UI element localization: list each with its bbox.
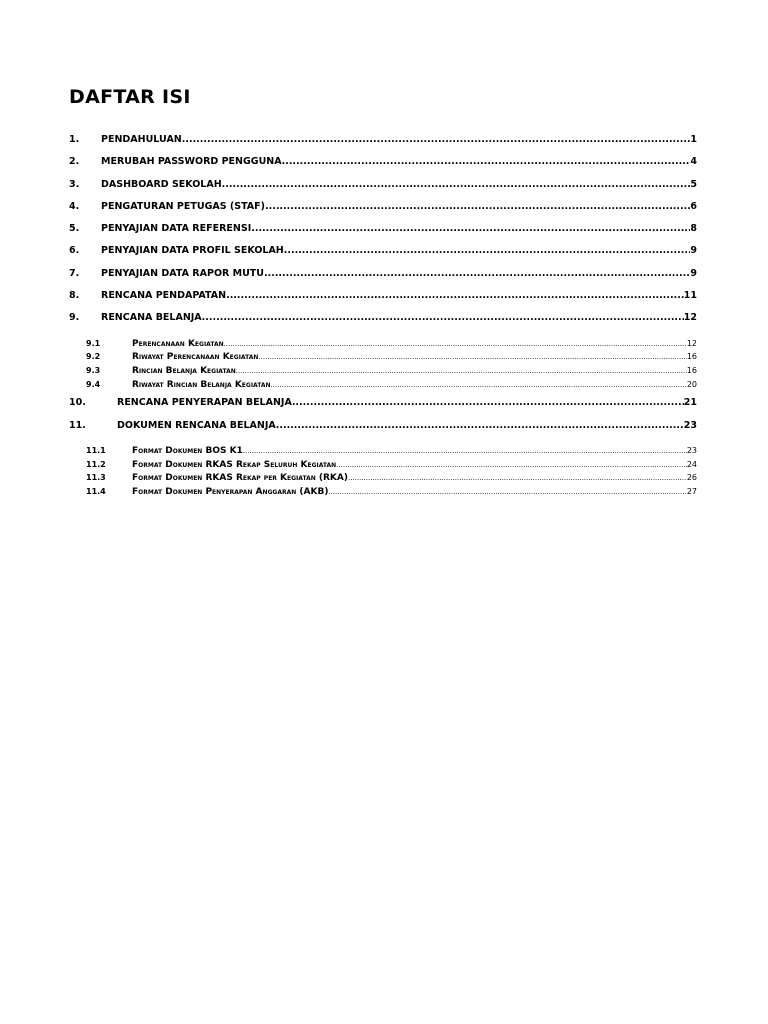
toc-entry-number: 11. [69,419,86,431]
toc-subentry-9-4[interactable] [69,380,697,394]
toc-entry-number: 2. [69,156,80,168]
dot-leader [182,134,691,145]
toc-entry-page: 12 [683,312,697,324]
dot-leader [222,179,691,190]
toc-entry-page: 23 [686,446,697,456]
toc-entry-number: 1. [69,134,80,145]
dot-leader [328,488,686,496]
toc-entry-number: 3. [69,178,80,190]
toc-entry-number: 6. [69,245,80,257]
toc-entry-page: 16 [686,366,697,376]
toc-entry-title: RENCANA PENYERAPAN BELANJA [117,397,292,409]
toc-entry-number: 9.1 [86,338,101,348]
toc-entry-number: 7. [69,267,80,279]
toc-entry-page: 16 [686,352,697,362]
toc-entry-page: 4 [690,156,697,168]
page-title: DAFTAR ISI [69,86,191,108]
toc-entry-title: RENCANA BELANJA [101,312,202,324]
toc-entry-number: 11.4 [86,487,106,497]
toc-entry-page: 21 [683,397,697,409]
toc-entry-number: 9.3 [86,366,101,376]
dot-leader [236,367,687,375]
dot-leader [224,340,687,348]
toc-entry-title: Format Dokumen RKAS Rekap per Kegiatan (RKA) [132,473,348,484]
toc-entry-title: Riwayat Perencanaan Kegiatan [132,352,259,363]
toc-entry-page: 9 [690,267,697,279]
dot-leader [226,290,684,301]
toc-entry-page: 27 [686,487,697,497]
dot-leader [292,397,684,408]
dot-leader [258,353,686,361]
toc-entry-title: Perencanaan Kegiatan [132,338,224,349]
toc-entry-title: PENYAJIAN DATA RAPOR MUTU [101,267,264,279]
toc-entry-page: 26 [686,473,697,483]
toc-entry-10[interactable] [69,397,697,419]
toc-entry-title: PENYAJIAN DATA REFERENSI [101,223,252,235]
toc-entry-6[interactable] [69,245,697,267]
toc-entry-page: 8 [690,223,697,235]
toc-subentry-11-1[interactable] [69,446,697,460]
toc-entry-page: 20 [686,379,697,389]
dot-leader [282,156,691,167]
toc-entry-7[interactable] [69,268,697,290]
toc-entry-page: 24 [686,459,697,469]
toc-entry-title: PENYAJIAN DATA PROFIL SEKOLAH [101,245,284,257]
dot-leader [243,447,687,455]
toc-entry-page: 6 [690,200,697,212]
toc-entry-number: 9. [69,312,80,324]
table-of-contents [69,134,697,501]
dot-leader [251,223,690,234]
toc-entry-5[interactable] [69,223,697,245]
toc-entry-title: DASHBOARD SEKOLAH [101,178,222,190]
toc-entry-title: PENGATURAN PETUGAS (STAF) [101,200,265,212]
toc-entry-9[interactable] [69,312,697,334]
toc-entry-page: 12 [686,338,697,348]
toc-entry-page: 11 [683,290,697,302]
dot-leader [264,268,690,279]
toc-entry-title: RENCANA PENDAPATAN [101,290,227,302]
toc-entry-page: 23 [683,419,697,431]
toc-entry-4[interactable] [69,201,697,223]
toc-entry-number: 10. [69,397,86,409]
toc-entry-title: PENDAHULUAN [101,134,182,145]
toc-entry-title: DOKUMEN RENCANA BELANJA [117,419,276,431]
dot-leader [284,245,691,256]
toc-entry-page: 9 [690,245,697,257]
toc-entry-page: 5 [690,178,697,190]
toc-subentry-9-1[interactable] [69,339,697,353]
toc-entry-title: Format Dokumen RKAS Rekap Seluruh Kegiatan [132,459,337,470]
toc-entry-number: 11.2 [86,459,106,469]
toc-entry-number: 5. [69,223,80,235]
toc-entry-number: 8. [69,290,80,302]
toc-subentry-9-2[interactable] [69,352,697,366]
toc-entry-number: 4. [69,200,80,212]
toc-entry-number: 9.4 [86,379,101,389]
toc-entry-3[interactable] [69,179,697,201]
toc-entry-title: MERUBAH PASSWORD PENGGUNA [101,156,282,168]
toc-subentry-11-2[interactable] [69,460,697,474]
toc-entry-title: Rincian Belanja Kegiatan [132,366,236,377]
dot-leader [276,420,684,431]
toc-entry-number: 9.2 [86,352,101,362]
dot-leader [348,474,687,482]
toc-subentry-11-3[interactable] [69,473,697,487]
dot-leader [336,461,687,469]
toc-subentry-11-4[interactable] [69,487,697,501]
toc-entry-number: 11.3 [86,473,106,483]
dot-leader [202,312,684,323]
dot-leader [265,201,690,212]
toc-entry-number: 11.1 [86,446,106,456]
dot-leader [271,381,687,389]
toc-entry-title: Riwayat Rincian Belanja Kegiatan [132,379,271,390]
toc-entry-page: 1 [690,134,697,145]
toc-entry-8[interactable] [69,290,697,312]
toc-entry-1[interactable] [69,134,697,156]
toc-entry-title: Format Dokumen Penyerapan Anggaran (AKB) [132,487,329,498]
toc-entry-2[interactable] [69,156,697,178]
toc-subentry-9-3[interactable] [69,366,697,380]
toc-entry-11[interactable] [69,420,697,442]
toc-entry-title: Format Dokumen BOS K1 [132,446,243,457]
